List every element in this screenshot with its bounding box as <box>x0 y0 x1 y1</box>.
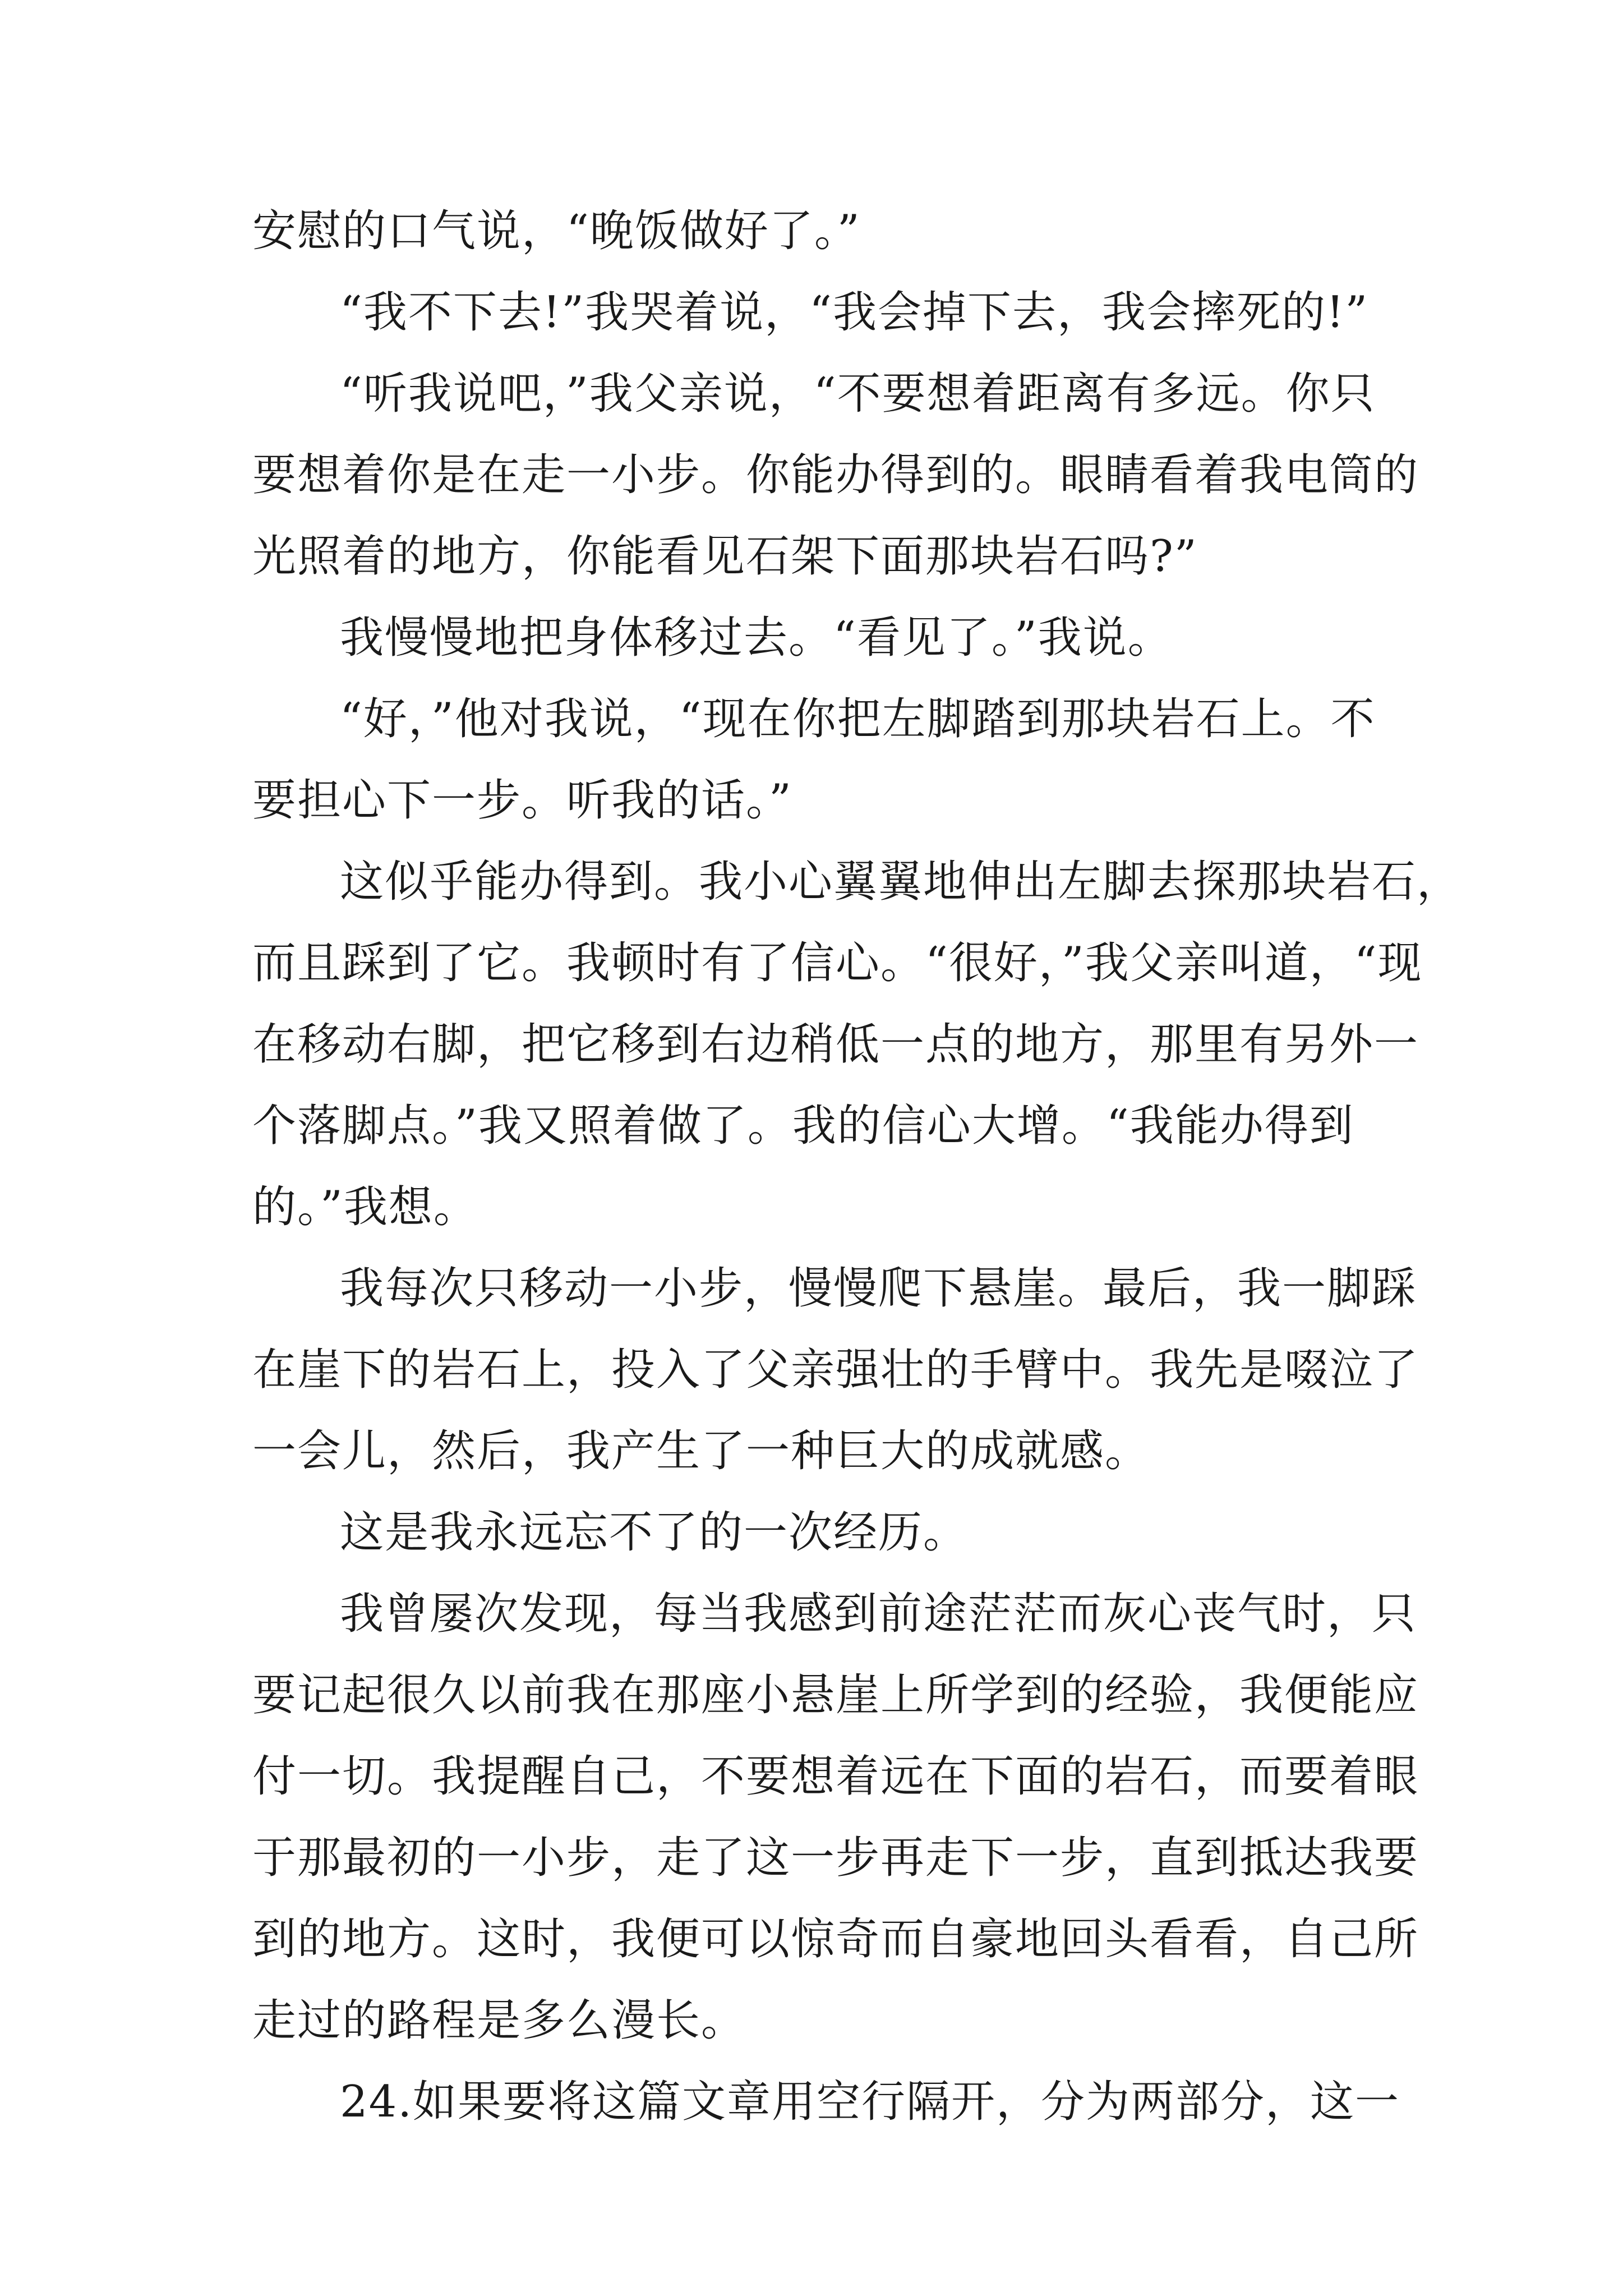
text-line: 到的地方。这时，我便可以惊奇而自豪地回头看看，自己所 <box>252 1914 1419 1964</box>
text-line: 付一切。我提醒自己，不要想着远在下面的岩石，而要着眼 <box>252 1751 1419 1802</box>
document-page <box>252 191 1462 2143</box>
text-line: 这是我永远忘不了的一次经历。 <box>340 1507 969 1558</box>
text-line: 安慰的口气说，“晚饭做好了。” <box>252 206 861 256</box>
text-line: “听我说吧，”我父亲说，“不要想着距离有多远。你只 <box>340 369 1376 419</box>
text-line: 要记起很久以前我在那座小悬崖上所学到的经验，我便能应 <box>252 1670 1419 1720</box>
text-line: 我慢慢地把身体移过去。“看见了。”我说。 <box>340 613 1173 663</box>
text-line: 一会儿，然后，我产生了一种巨大的成就感。 <box>252 1426 1150 1476</box>
text-line: “好，”他对我说，“现在你把左脚踏到那块岩石上。不 <box>340 694 1376 744</box>
question-line: 24.如果要将这篇文章用空行隔开，分为两部分，这一 <box>340 2077 1400 2127</box>
text-line: 于那最初的一小步，走了这一步再走下一步，直到抵达我要 <box>252 1833 1419 1883</box>
text-line: 而且踩到了它。我顿时有了信心。“很好，”我父亲叫道，“现 <box>252 938 1423 988</box>
text-line: 在移动右脚，把它移到右边稍低一点的地方，那里有另外一 <box>252 1019 1419 1070</box>
text-line: “我不下去!”我哭着说，“我会掉下去，我会摔死的!” <box>340 287 1369 338</box>
text-line: 这似乎能办得到。我小心翼翼地伸出左脚去探那块岩石， <box>340 857 1462 907</box>
text-line: 走过的路程是多么漫长。 <box>252 1995 746 2046</box>
text-line: 的。”我想。 <box>252 1182 478 1232</box>
text-line: 在崖下的岩石上，投入了父亲强壮的手臂中。我先是啜泣了 <box>252 1345 1419 1395</box>
text-line: 要担心下一步。听我的话。” <box>252 775 792 826</box>
text-line: 个落脚点。”我又照着做了。我的信心大增。“我能办得到 <box>252 1101 1354 1151</box>
text-line: 要想着你是在走一小步。你能办得到的。眼睛看着我电筒的 <box>252 450 1419 500</box>
text-line: 我每次只移动一小步，慢慢爬下悬崖。最后，我一脚踩 <box>340 1263 1417 1314</box>
text-line: 我曾屡次发现，每当我感到前途茫茫而灰心丧气时，只 <box>340 1589 1417 1639</box>
text-line: 光照着的地方，你能看见石架下面那块岩石吗?” <box>252 531 1198 582</box>
